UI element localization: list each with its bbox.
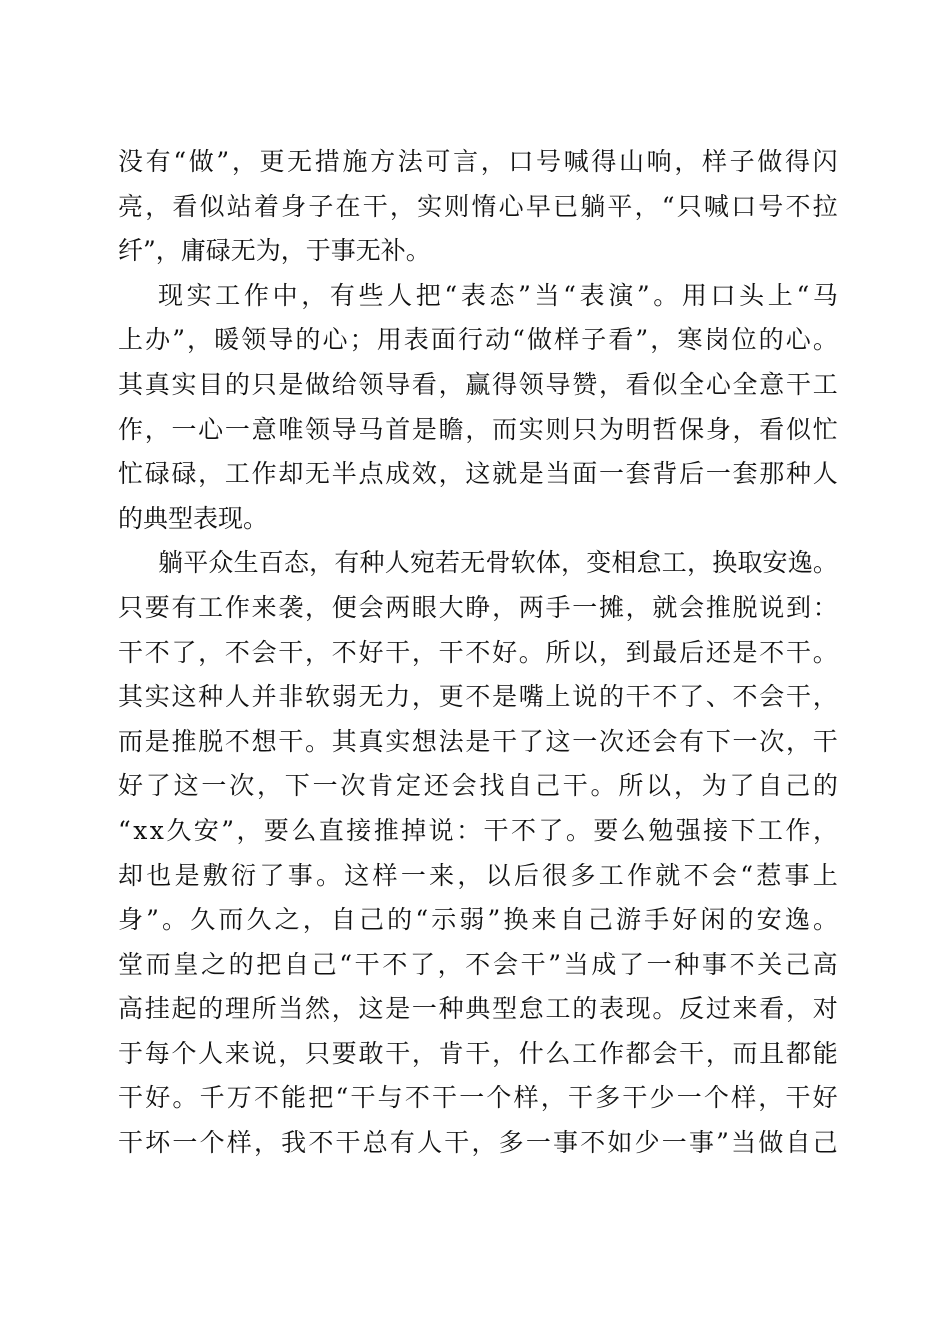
text-line: 上 办 ” ， 暖 领 导 的 心 ； 用 表 面 行 动 “ 做 样 子 看 ” ， 寒 岗 位 的 心 。 [118, 325, 838, 355]
text-line: 干 坏 一 个 样 ， 我 不 干 总 有 人 干 ， 多 一 事 不 如 少 一 事 ” 当 做 自 己 [118, 1128, 838, 1158]
text-line: 身 ” 。 久 而 久 之 ， 自 己 的 “ 示 弱 ” 换 来 自 己 游 手 好 闲 的 安 逸 。 [118, 905, 838, 935]
paragraph-start-line: 躺 平 众 生 百 态 ， 有 种 人 宛 若 无 骨 软 体 ， 变 相 怠 工 ， 换 取 安 逸 。 [158, 548, 838, 578]
text-line: 只 要 有 工 作 来 袭 ， 便 会 两 眼 大 睁 ， 两 手 一 摊 ， 就 会 推 脱 说 到 ： [118, 592, 838, 622]
paragraph-start-line: 现 实 工 作 中 ， 有 些 人 把 “ 表 态 ” 当 “ 表 演 ” 。 用 口 头 上 “ 马 [158, 280, 838, 310]
text-line: 亮 ， 看 似 站 着 身 子 在 干 ， 实 则 惰 心 早 已 躺 平 ， “ 只 喊 口 号 不 拉 [118, 191, 838, 221]
text-line: 的典型表现。 [118, 503, 269, 533]
text-line: 忙 碌 碌 ， 工 作 却 无 半 点 成 效 ， 这 就 是 当 面 一 套 背 后 一 套 那 种 人 [118, 459, 838, 489]
text-line: 作 ， 一 心 一 意 唯 领 导 马 首 是 瞻 ， 而 实 则 只 为 明 哲 保 身 ， 看 似 忙 [118, 414, 838, 444]
text-line: 其 实 这 种 人 并 非 软 弱 无 力 ， 更 不 是 嘴 上 说 的 干 不 了 、 不 会 干 ， [118, 682, 838, 712]
body-text [118, 140, 838, 1166]
text-line: 干 不 了 ， 不 会 干 ， 不 好 干 ， 干 不 好 。 所 以 ， 到 最 后 还 是 不 干 。 [118, 637, 838, 667]
text-line: 纤”，庸碌无为，于事无补。 [118, 236, 431, 266]
text-line: 于 每 个 人 来 说 ， 只 要 敢 干 ， 肯 干 ， 什 么 工 作 都 会 干 ， 而 且 都 能 [118, 1038, 838, 1068]
text-line: 而 是 推 脱 不 想 干 。 其 真 实 想 法 是 干 了 这 一 次 还 会 有 下 一 次 ， 干 [118, 726, 838, 756]
text-line: 好 了 这 一 次 ， 下 一 次 肯 定 还 会 找 自 己 干 。 所 以 ， 为 了 自 己 的 [118, 771, 838, 801]
text-line: 干 好 。 千 万 不 能 把 “ 干 与 不 干 一 个 样 ， 干 多 干 少 一 个 样 ， 干 好 [118, 1083, 838, 1113]
text-line: 其 真 实 目 的 只 是 做 给 领 导 看 ， 赢 得 领 导 赞 ， 看 似 全 心 全 意 干 工 [118, 369, 838, 399]
text-line: 没 有 “ 做 ” ， 更 无 措 施 方 法 可 言 ， 口 号 喊 得 山 响 ， 样 子 做 得 闪 [118, 147, 838, 176]
text-line: “ x x 久 安 ” ， 要 么 直 接 推 掉 说 ： 干 不 了 。 要 么 勉 强 接 下 工 作 ， [118, 815, 838, 845]
text-line: 却 也 是 敷 衍 了 事 。 这 样 一 来 ， 以 后 很 多 工 作 就 不 会 “ 惹 事 上 [118, 860, 838, 890]
text-line: 堂 而 皇 之 的 把 自 己 “ 干 不 了 ， 不 会 干 ” 当 成 了 一 种 事 不 关 己 高 [118, 949, 838, 979]
text-line: 高 挂 起 的 理 所 当 然 ， 这 是 一 种 典 型 怠 工 的 表 现 。 反 过 来 看 ， 对 [118, 994, 838, 1024]
